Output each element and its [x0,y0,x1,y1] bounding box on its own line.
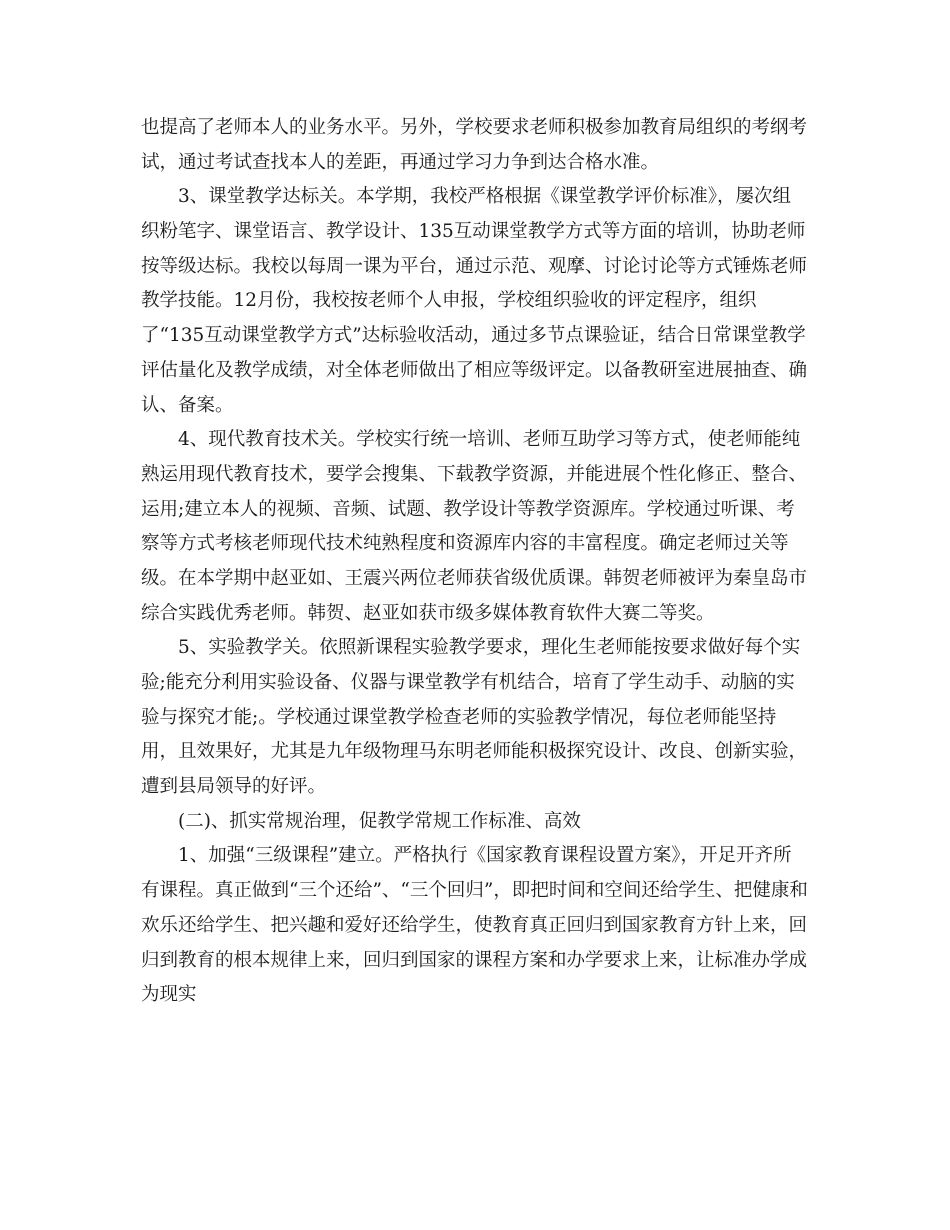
text-line: 有课程。真正做到“三个还给”、“三个回归”，即把时间和空间还给学生、把健康和 [141,880,808,902]
paragraph-start-line: 1、加强“三级课程”建立。严格执行《国家教育课程设置方案》，开足开齐所 [178,845,792,867]
section-heading-line: (二)、抓实常规治理，促教学常规工作标准、高效 [178,810,581,832]
document-body [141,111,813,1013]
text-line: 按等级达标。我校以每周一课为平台，通过示范、观摩、讨论讨论等方式锤炼老师 [141,255,808,277]
text-line: 织粉笔字、课堂语言、教学设计、135互动课堂教学方式等方面的培训，协助老师 [141,221,806,243]
text-line: 试，通过考试查找本人的差距，再通过学习力争到达合格水准。 [141,151,660,173]
text-line: 遭到县局领导的好评。 [141,776,327,798]
paragraph-start-line: 5、实验教学关。依照新课程实验教学要求，理化生老师能按要求做好每个实 [178,637,801,659]
text-line: 熟运用现代教育技术，要学会搜集、下载教学资源，并能进展个性化修正、整合、 [141,463,808,485]
text-line: 察等方式考核老师现代技术纯熟程度和资源库内容的丰富程度。确定老师过关等 [141,533,789,555]
text-line: 认、备案。 [141,394,234,416]
text-line: 归到教育的根本规律上来，回归到国家的课程方案和办学要求上来，让标准办学成 [141,949,808,971]
text-line: 运用;建立本人的视频、音频、试题、教学设计等教学资源库。学校通过听课、考 [141,498,795,520]
text-line: 也提高了老师本人的业务水平。另外，学校要求老师积极参加教育局组织的考纲考 [141,117,808,138]
text-line: 为现实 [141,984,197,1006]
text-line: 评估量化及教学成绩，对全体老师做出了相应等级评定。以备教研室进展抽查、确 [141,359,808,381]
text-line: 教学技能。12月份，我校按老师个人申报，学校组织验收的评定程序，组织 [141,290,757,312]
paragraph-start-line: 4、现代教育技术关。学校实行统一培训、老师互助学习等方式，使老师能纯 [178,429,801,451]
text-line: 验与探究才能;。学校通过课堂教学检查老师的实验教学情况，每位老师能坚持 [141,706,777,728]
paragraph-start-line: 3、课堂教学达标关。本学期，我校严格根据《课堂教学评价标准》，屡次组 [178,186,792,208]
text-line: 用，且效果好，尤其是九年级物理马东明老师能积极探究设计、改良、创新实验， [141,741,808,763]
text-line: 欢乐还给学生、把兴趣和爱好还给学生，使教育真正回归到国家教育方针上来，回 [141,914,808,936]
text-line: 验;能充分利用实验设备、仪器与课堂教学有机结合，培育了学生动手、动脑的实 [141,672,795,693]
text-line: 综合实践优秀老师。韩贺、赵亚如获市级多媒体教育软件大赛二等奖。 [141,602,715,624]
text-line: 了“135互动课堂教学方式”达标验收活动，通过多节点课验证，结合日常课堂教学 [141,325,806,347]
text-line: 级。在本学期中赵亚如、王震兴两位老师获省级优质课。韩贺老师被评为秦皇岛市 [141,567,808,589]
